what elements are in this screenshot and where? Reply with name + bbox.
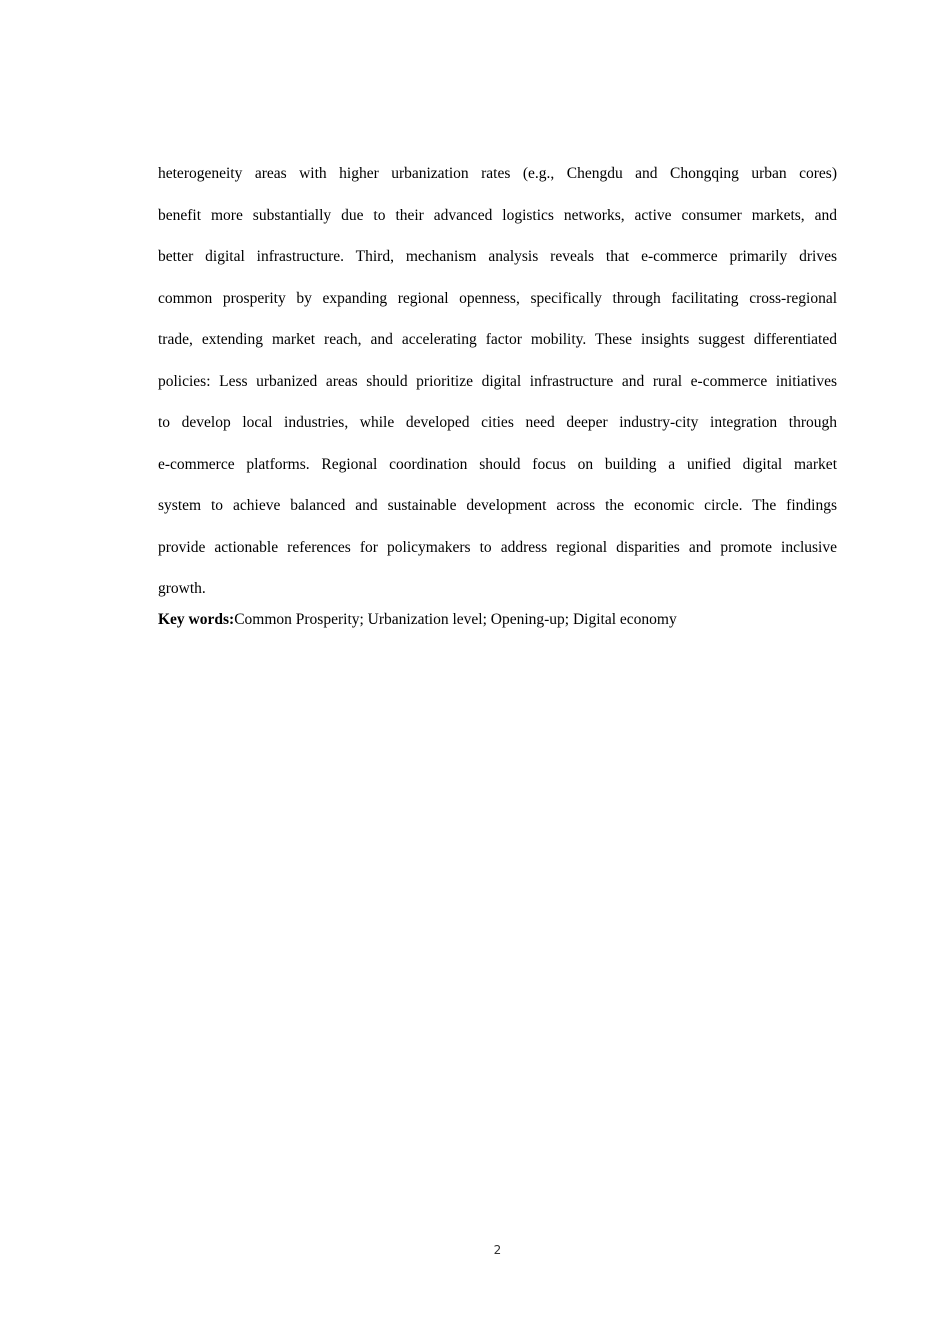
paragraph-line: policies: Less urbanized areas should prioritize digital infrastructure and rural e-commerce initiatives bbox=[158, 372, 837, 390]
keywords-label: Key words: bbox=[158, 611, 235, 628]
paragraph-line: provide actionable references for policymakers to address regional disparities and promote inclusive bbox=[158, 538, 837, 556]
keywords-line bbox=[158, 609, 837, 630]
paragraph-line: better digital infrastructure. Third, mechanism analysis reveals that e-commerce primarily drives bbox=[158, 248, 837, 265]
paragraph-line: to develop local industries, while developed cities need deeper industry-city integration through bbox=[158, 414, 837, 431]
paragraph-line: heterogeneity areas with higher urbanization rates (e.g., Chengdu and Chongqing urban cores) bbox=[158, 165, 837, 182]
paragraph-line: system to achieve balanced and sustainable development across the economic circle. The findings bbox=[158, 497, 837, 514]
paragraph-line: common prosperity by expanding regional openness, specifically through facilitating cross-regional bbox=[158, 289, 837, 307]
paragraph-line: benefit more substantially due to their advanced logistics networks, active consumer markets, and bbox=[158, 206, 837, 224]
paragraph-line: trade, extending market reach, and accelerating factor mobility. These insights suggest differentiated bbox=[158, 331, 837, 348]
paragraph-line-last: growth. bbox=[158, 580, 206, 597]
keywords-text: Common Prosperity; Urbanization level; Opening-up; Digital economy bbox=[234, 611, 677, 628]
abstract-paragraph bbox=[158, 153, 837, 610]
page-number: 2 bbox=[493, 1243, 502, 1257]
paragraph-line: e-commerce platforms. Regional coordination should focus on building a unified digital market bbox=[158, 455, 837, 473]
